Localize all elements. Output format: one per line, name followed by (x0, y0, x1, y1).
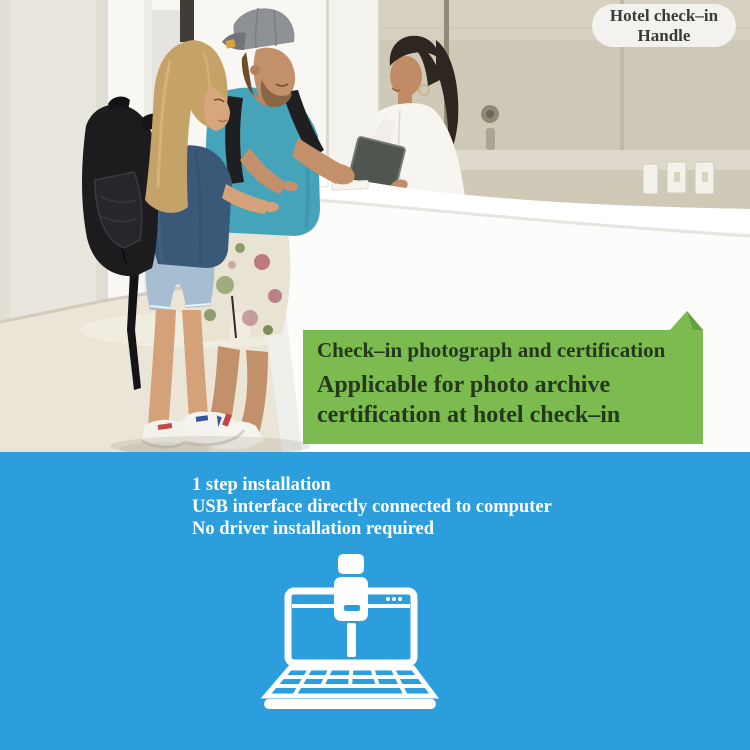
installation-section (0, 452, 750, 750)
banner-subtitle-line2: certification at hotel check–in (317, 402, 621, 428)
install-line-3: No driver installation required (192, 519, 435, 539)
usb-cap (338, 554, 364, 574)
install-line-2: USB interface directly connected to computer (192, 497, 552, 517)
banner-subtitle-line1: Applicable for photo archive (317, 372, 611, 398)
usb-stem (347, 623, 356, 657)
banner-arrow-up-icon (670, 311, 703, 330)
title-badge (592, 4, 736, 47)
laptop-usb-icon (250, 550, 450, 712)
banner-title: Check–in photograph and certification (317, 338, 666, 362)
usb-body (334, 577, 368, 621)
feature-banner (303, 330, 703, 444)
badge-line2: Handle (637, 25, 691, 45)
light-switch-plates (643, 162, 714, 194)
installation-text (192, 474, 552, 540)
install-line-1: 1 step installation (192, 475, 331, 495)
badge-line1: Hotel check–in (609, 5, 719, 25)
